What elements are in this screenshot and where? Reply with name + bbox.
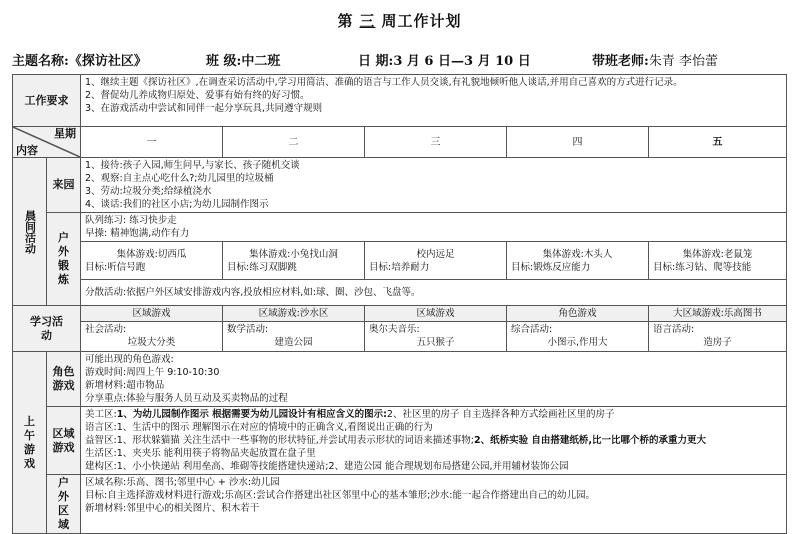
arrival-content [81,158,787,213]
arrival-label: 来园 [47,158,81,213]
language-area: 语言区:1、生活中的图示 理解图示在对应的情境中的正确含义,看图说出正确的行为 [85,422,433,433]
drill-content [81,213,787,242]
group-game-cell: 集体游戏:老鼠笼 目标:练习钻、爬等技能 [649,242,787,280]
requirement-item: 2、督促幼儿养成物归原处、爱事有始有终的好习惯。 [85,90,310,101]
morning-activity-label: 晨间活动 [13,158,47,306]
subject-cell: 社会活动: 垃圾大分类 [81,322,223,352]
title-prefix: 第 [337,12,354,30]
teacher-field [592,50,718,69]
study-activity-label: 学习活动 [13,306,81,352]
theme-field [12,50,147,69]
requirements-label: 工作要求 [13,75,81,127]
teacher-label: 带班老师: [592,54,649,69]
day-header: 四 [507,127,649,158]
area-game-header: 区域游戏 [365,306,507,322]
class-label: 班 级: [206,54,242,69]
role-play-content: 可能出现的角色游戏: 游戏时间:周四上午 9:10-10:30 新增材料:超市物品 分享重点:体验与服务人员互动及买卖物品的过程 [81,352,787,407]
class-value: 中二班 [241,54,281,69]
outdoor-area-label: 户外区域 [47,475,81,534]
page-title [0,10,799,31]
puzzle-area: 益智区:1、形状躲猫猫 关注生活中一些事物的形状特征,并尝试用表示形状的词语来描述事物;2、纸桥实验 自由搭建纸桥,比一比哪个桥的承重力更大 [85,435,707,446]
day-header: 三 [365,127,507,158]
day-header: 一 [81,127,223,158]
subject-cell: 数学活动: 建造公园 [223,322,365,352]
area-game-header: 大区域游戏:乐高图书 [649,306,787,322]
area-game-header: 角色游戏 [507,306,649,322]
group-game-cell: 校内远足 目标:培养耐力 [365,242,507,280]
teacher-value: 朱青 李怡蕾 [648,54,718,69]
drill-item: 队列练习: 练习快步走 [85,215,177,226]
outdoor-area-content: 区域名称:乐高、图书;邻里中心 + 沙水:幼儿园 目标:自主选择游戏材料进行游戏;乐高区:尝试合作搭建出社区邻里中心的基本雏形;沙水:能一起合作搭建出自己的幼儿园。 新增材料:邻里中心的相关图片、积木若干 [81,475,787,534]
area-game-header: 区域游戏 [81,306,223,322]
group-game-cell: 集体游戏:木头人 目标:锻炼反应能力 [507,242,649,280]
area-game-header: 区域游戏:沙水区 [223,306,365,322]
theme-value: 《探访社区》 [68,54,147,69]
requirement-item: 1、继续主题《探访社区》,在调查采访活动中,学习用简洁、准确的语言与工作人员交谈,有礼貌地倾听他人谈话,并用自己喜欢的方式进行记录。 [85,77,683,88]
subject-cell: 综合活动: 小图示,作用大 [507,322,649,352]
role-play-label: 角色游戏 [47,352,81,407]
group-game-cell: 集体游戏:切西瓜 目标:听信号跑 [81,242,223,280]
subject-cell: 语言活动: 造房子 [649,322,787,352]
date-label: 日 期: [358,54,394,69]
day-header: 五 [649,127,787,158]
date-field [358,50,531,69]
arrival-item: 3、劳动:垃圾分类;给绿植浇水 [85,186,212,197]
content-label: 内容 [16,144,38,157]
art-area: 美工区:1、为幼儿园制作图示 根据需要为幼儿园设计有相应含义的图示:2、社区里的房子 自主选择各种方式绘画社区里的房子 [85,409,615,420]
weekday-corner-cell [13,127,81,158]
group-game-cell: 集体游戏:小兔找山洞 目标:练习双脚跳 [223,242,365,280]
weekly-plan-table [12,74,787,534]
theme-label: 主题名称: [12,54,69,69]
arrival-item: 1、接待:孩子入园,师生问早,与家长、孩子随机交谈 [85,160,300,171]
scatter-activity: 分散活动:依据户外区域安排游戏内容,投放相应材料,如:球、圈、沙包、飞盘等。 [81,280,787,306]
requirement-item: 3、在游戏活动中尝试和同伴一起分享玩具,共同遵守规则 [85,103,323,114]
date-value: 3 月 6 日—3 月 10 日 [393,54,531,69]
drill-item: 早操: 精神饱满,动作有力 [85,228,190,239]
area-game-label: 区域游戏 [47,407,81,475]
build-area: 建构区:1、小小快递站 利用垒高、堆砌等技能搭建快递站;2、建造公园 能合理规划布局搭建公园,并用辅材装饰公园 [85,461,569,472]
subject-cell: 奥尔夫音乐: 五只猴子 [365,322,507,352]
arrival-item: 4、谈话:我们的社区小店;为幼儿园制作图示 [85,199,269,210]
day-header: 二 [223,127,365,158]
area-game-content [81,407,787,475]
class-field [206,50,280,69]
title-suffix: 周工作计划 [381,12,462,30]
life-area: 生活区:1、夹夹乐 能利用筷子将物品夹起放置在盘子里 [85,448,316,459]
weekday-label: 星期 [54,127,76,140]
arrival-item: 2、观察:自主点心吃什么?;幼儿园里的垃圾桶 [85,173,274,184]
week-number: 三 [359,12,376,30]
requirements-content [81,75,787,127]
forenoon-game-label: 上午游戏 [13,352,47,534]
outdoor-exercise-label: 户外锻炼 [47,213,81,306]
